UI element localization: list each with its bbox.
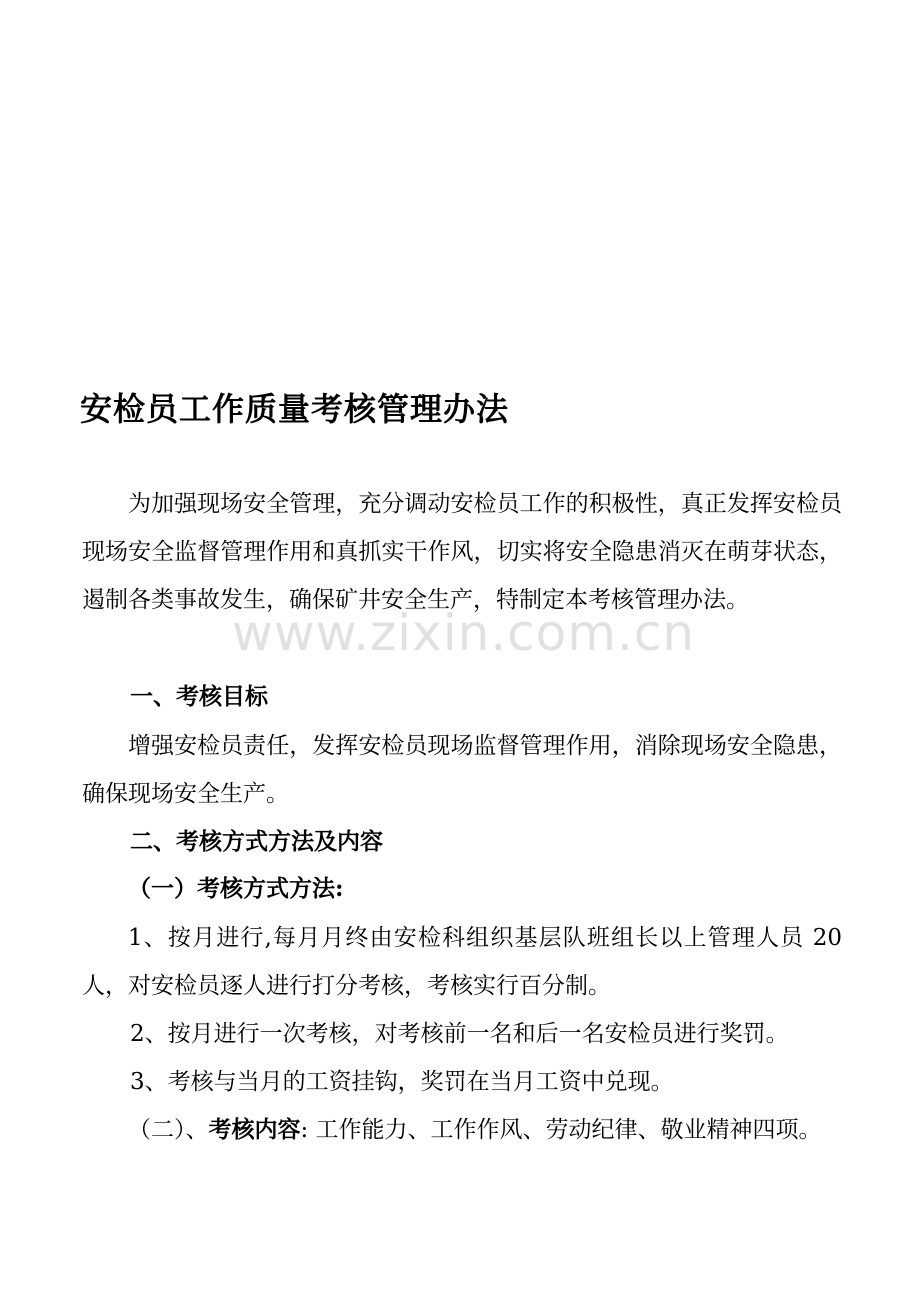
watermark: www.zixin.com.cn	[232, 604, 696, 662]
item-2: 2、按月进行一次考核，对考核前一名和后一名安检员进行奖罚。	[130, 1021, 789, 1047]
intro-paragraph: 为加强现场安全管理，充分调动安检员工作的积极性，真正发挥安检员现场安全监督管理作用和真抓实干作风，切实将安全隐患消灭在萌芽状态，遏制各类事故发生，确保矿井安全生产，特制定本考核管理办法。	[82, 491, 842, 613]
section1-body: 增强安检员责任，发挥安检员现场监督管理作用，消除现场安全隐患，确保现场安全生产。	[82, 733, 842, 807]
section2-heading: 二、考核方式方法及内容	[130, 828, 383, 855]
section1-heading: 一、考核目标	[130, 683, 268, 710]
item-1: 1、按月进行,每月月终由安检科组织基层队班组长以上管理人员 20人，对安检员逐人进行打分考核，考核实行百分制。	[82, 925, 842, 999]
sub1-heading: （一）考核方式方法:	[128, 875, 344, 902]
sub2-text: : 工作能力、工作作风、劳动纪律、敬业精神四项。	[300, 1117, 822, 1143]
document-title: 安检员工作质量考核管理办法	[80, 390, 510, 428]
sub2-label: 考核内容	[208, 1116, 301, 1143]
item-3: 3、考核与当月的工资挂钩，奖罚在当月工资中兑现。	[130, 1069, 674, 1095]
sub2-paragraph	[82, 1106, 842, 1154]
sub2-prefix: （二）、	[128, 1117, 209, 1143]
